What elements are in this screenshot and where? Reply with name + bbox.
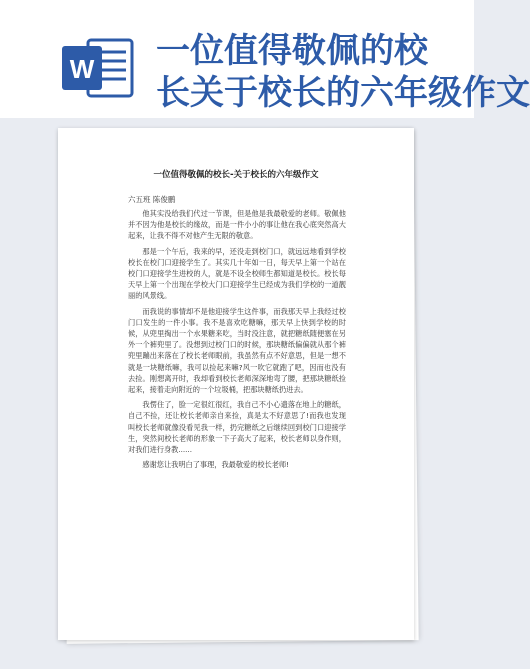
banner-title-line-1: 一位值得敬佩的校 xyxy=(156,31,428,71)
paragraph: 而我说的事情却不是他迎接学生这件事，而我那天早上我经过校门口发生的一件小事。我不是喜欢吃糖嘛，那天早上快到学校的时候，从兜里掏出一个水果糖来吃，当时没注意，就把糖纸随便塞在另外一个裤兜里了。没想到过校门口的时候，那块糖纸偏偏就从那个裤兜里蹦出来落在了校长老师眼前，我虽然有点不好意思，但是一想不就是一块糖纸嘛，我可以捡起来嘛?风一吹它就跑了吧，因而也没有去捡。刚想离开时，我却看到校长老师深深地弯了腰，把那块糖纸捡起来，接着走向附近的一个垃圾桶，把那块糖纸扔进去。 xyxy=(128,306,346,395)
paragraph: 感谢您让我明白了事理，我最敬爱的校长老师! xyxy=(142,460,290,470)
document-page xyxy=(58,128,414,640)
document-title: 一位值得敬佩的校长-关于校长的六年级作文 xyxy=(153,170,319,180)
word-icon-letter: W xyxy=(69,54,95,84)
paragraph: 他其实没给我们代过一节课，但是他是我最敬爱的老师。敬佩他并不因为他是校长的缘故，而是一件小小的事让他在我心底突然高大起来，让我不得不对他产生无限的敬意。 xyxy=(128,209,346,241)
document-body xyxy=(128,208,346,474)
document-author: 六五班 陈俊鹏 xyxy=(128,195,176,204)
banner xyxy=(0,0,530,118)
paragraph: 我愣住了，脸一定很红很红，我自己不小心遗落在地上的糖纸，自己不捡，还让校长老师亲自来捡，真是太不好意思了!而我也发现叫校长老师就像没看见我一样，扔完糖纸之后继续回到校门口迎接学生，突然间校长老师的形象一下子高大了起来，校长老师以身作则，对我们进行身教...... xyxy=(128,400,346,455)
word-document-icon xyxy=(60,36,134,100)
banner-title-line-2: 长关于校长的六年级作文 xyxy=(156,73,530,113)
banner-title xyxy=(156,30,530,114)
paragraph: 那是一个午后，我来的早，还没走到校门口，就远远地看到学校校长在校门口迎接学生了。其实几十年如一日，每天早上第一个站在校门口迎接学生进校的人，就是不设全校师生都知道是校长。校长每天早上第一个出现在学校大门口迎接学生已经成为我们学校的一道靓丽的风景线。 xyxy=(128,246,346,301)
